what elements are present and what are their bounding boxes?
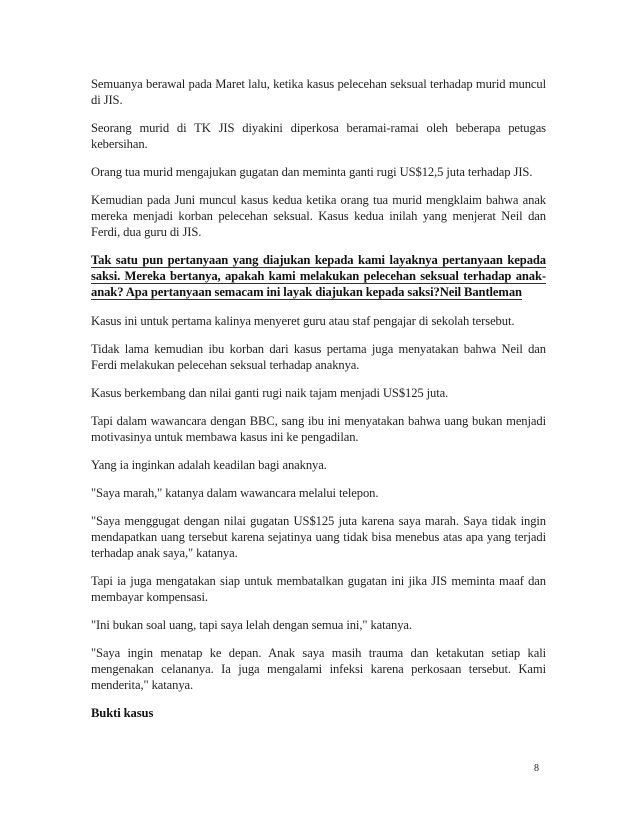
paragraph-8: Kasus berkembang dan nilai ganti rugi naik tajam menjadi US$125 juta.	[91, 386, 449, 400]
paragraph-9: Tapi dalam wawancara dengan BBC, sang ibu ini menyatakan bahwa uang bukan menjadi motivasinya untuk membawa kasus ini ke pengadilan.	[91, 414, 546, 444]
page-number: 8	[534, 763, 539, 774]
paragraph-2: Seorang murid di TK JIS diyakini diperkosa beramai-ramai oleh beberapa petugas kebersihan.	[91, 121, 546, 151]
section-heading: Bukti kasus	[91, 706, 154, 720]
pull-quote-text: Tak satu pun pertanyaan yang diajukan kepada kami layaknya pertanyaan kepada saksi. Mereka bertanya, apakah kami melakukan pelecehan seksual terhadap anak-anak? Apa pertanyaan semacam ini layak diajukan kepada saksi?Neil Bantleman	[91, 253, 546, 299]
document-body	[91, 76, 546, 733]
paragraph-13: Tapi ia juga mengatakan siap untuk membatalkan gugatan ini jika JIS meminta maaf dan membayar kompensasi.	[91, 574, 546, 604]
paragraph-14: "Ini bukan soal uang, tapi saya lelah dengan semua ini," katanya.	[91, 618, 412, 632]
paragraph-12: "Saya menggugat dengan nilai gugatan US$125 juta karena saya marah. Saya tidak ingin mendapatkan uang tersebut karena sejatinya uang tidak bisa menebus atas apa yang terjadi terhadap anak saya," katanya.	[91, 514, 546, 560]
paragraph-6: Kasus ini untuk pertama kalinya menyeret guru atau staf pengajar di sekolah tersebut.	[91, 314, 515, 328]
pull-quote	[91, 252, 546, 300]
paragraph-15: "Saya ingin menatap ke depan. Anak saya masih trauma dan ketakutan setiap kali mengenakan celananya. Ia juga mengalami infeksi karena perkosaan tersebut. Kami menderita," katanya.	[91, 646, 546, 692]
paragraph-4: Kemudian pada Juni muncul kasus kedua ketika orang tua murid mengklaim bahwa anak mereka menjadi korban pelecehan seksual. Kasus kedua inilah yang menjerat Neil dan Ferdi, dua guru di JIS.	[91, 193, 546, 239]
paragraph-3: Orang tua murid mengajukan gugatan dan meminta ganti rugi US$12,5 juta terhadap JIS.	[91, 165, 533, 179]
paragraph-10: Yang ia inginkan adalah keadilan bagi anaknya.	[91, 458, 327, 472]
paragraph-7: Tidak lama kemudian ibu korban dari kasus pertama juga menyatakan bahwa Neil dan Ferdi melakukan pelecehan seksual terhadap anaknya.	[91, 342, 546, 372]
paragraph-1: Semuanya berawal pada Maret lalu, ketika kasus pelecehan seksual terhadap murid muncul di JIS.	[91, 77, 546, 107]
paragraph-11: "Saya marah," katanya dalam wawancara melalui telepon.	[91, 486, 379, 500]
